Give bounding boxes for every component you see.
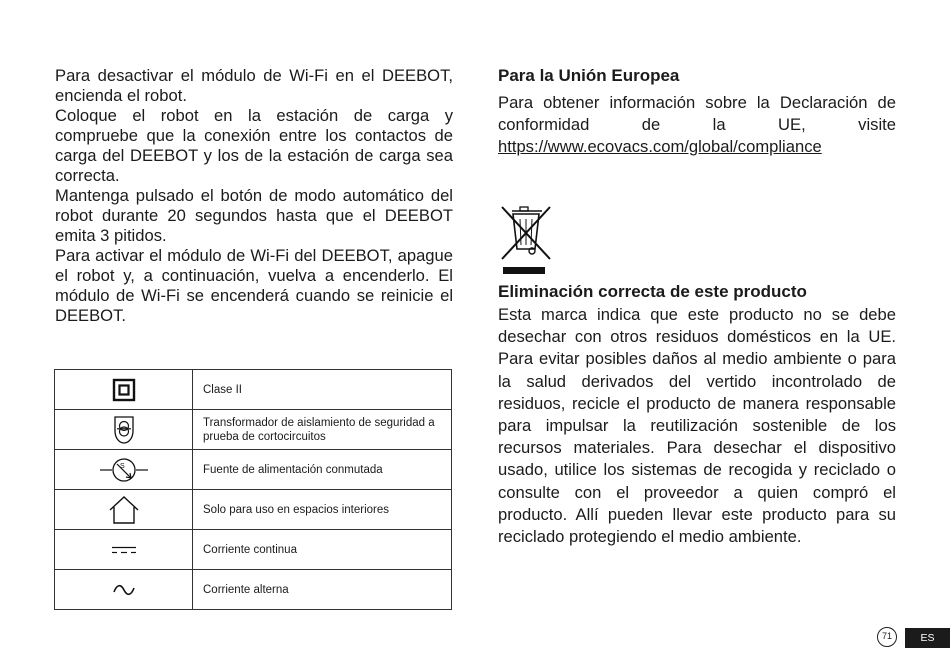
table-row bbox=[55, 370, 452, 410]
eu-heading: Para la Unión Europea bbox=[498, 66, 680, 85]
table-row bbox=[55, 530, 452, 570]
symbol-description: Clase II bbox=[193, 370, 452, 410]
alternating-current-icon bbox=[112, 583, 136, 597]
wifi-instructions bbox=[55, 66, 453, 326]
symbol-cell bbox=[55, 370, 193, 410]
symbol-cell bbox=[55, 490, 193, 530]
symbol-cell bbox=[55, 450, 193, 490]
symbol-description: Corriente continua bbox=[193, 530, 452, 570]
symbol-description: Corriente alterna bbox=[193, 570, 452, 610]
language-tab: ES bbox=[905, 628, 950, 648]
symbol-cell bbox=[55, 530, 193, 570]
svg-text:S: S bbox=[119, 462, 125, 470]
table-row bbox=[55, 410, 452, 450]
disposal-heading: Eliminación correcta de este producto bbox=[498, 282, 807, 301]
crossed-out-wheelie-bin-icon bbox=[498, 203, 554, 277]
direct-current-icon bbox=[111, 544, 137, 556]
symbol-description: Fuente de alimentación conmutada bbox=[193, 450, 452, 490]
eu-text bbox=[498, 92, 896, 158]
instruction-paragraph: Coloque el robot en la estación de carga y compruebe que la conexión entre los contactos de carga del DEEBOT y los de la estación de carga sea correcta. bbox=[55, 106, 453, 185]
instruction-paragraph: Para activar el módulo de Wi-Fi del DEEBOT, apague el robot y, a continuación, vuelva a encenderlo. El módulo de Wi-Fi se encenderá cuando se reinicie el DEEBOT. bbox=[55, 246, 453, 325]
compliance-link[interactable]: https://www.ecovacs.com/global/compliance bbox=[498, 137, 822, 156]
indoor-house-icon bbox=[108, 495, 140, 525]
symbol-cell bbox=[55, 570, 193, 610]
switch-mode-power-supply-icon bbox=[98, 454, 150, 486]
symbol-cell bbox=[55, 410, 193, 450]
double-square-class-ii-icon bbox=[112, 378, 136, 402]
disposal-text: Esta marca indica que este producto no se debe desechar con otros residuos domésticos en la UE. Para evitar posibles daños al medio ambiente o para la salud derivados del vertido incontrolado de residuos, recicle el producto de manera responsable para impulsar la reutilización sostenible de los recursos materiales. Para desechar el dispositivo usado, utilice los sistemas de recogida y reciclado o consulte con el proveedor a quien compró el producto. Allí pueden llevar este producto para su reciclado protegiendo el medio ambiente. bbox=[498, 305, 896, 547]
instruction-paragraph: Para desactivar el módulo de Wi-Fi en el DEEBOT, encienda el robot. bbox=[55, 66, 453, 105]
page-number: 71 bbox=[877, 627, 897, 647]
symbol-table bbox=[54, 369, 452, 610]
safety-isolating-transformer-icon bbox=[112, 414, 136, 446]
eu-section bbox=[498, 64, 896, 158]
eu-text-body: Para obtener información sobre la Declaración de conformidad de la UE, visite bbox=[498, 93, 896, 134]
symbol-description: Transformador de aislamiento de seguridad a prueba de cortocircuitos bbox=[193, 410, 452, 450]
symbol-description: Solo para uso en espacios interiores bbox=[193, 490, 452, 530]
table-row bbox=[55, 570, 452, 610]
table-row bbox=[55, 490, 452, 530]
disposal-section bbox=[498, 280, 896, 548]
instruction-paragraph: Mantenga pulsado el botón de modo automático del robot durante 20 segundos hasta que el DEEBOT emita 3 pitidos. bbox=[55, 186, 453, 245]
table-row bbox=[55, 450, 452, 490]
